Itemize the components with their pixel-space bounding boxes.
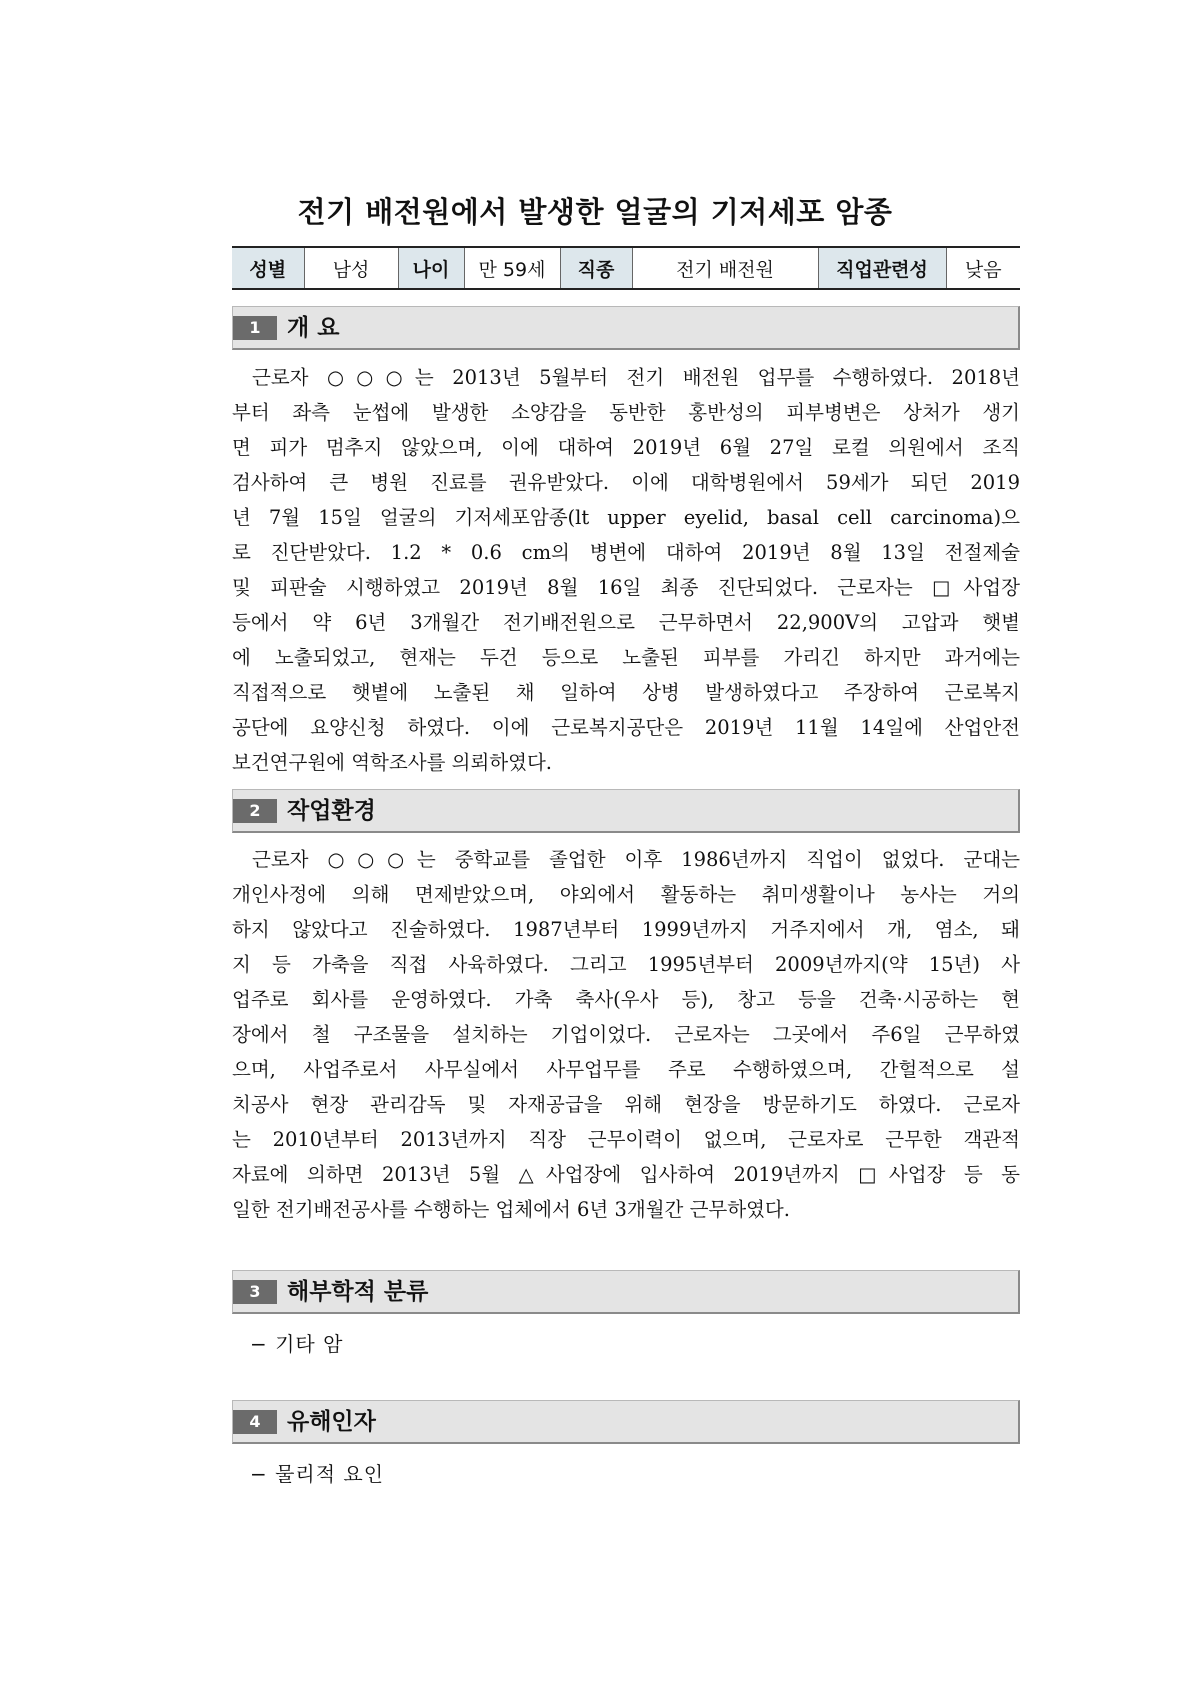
text-line: 검사하여 큰 병원 진료를 권유받았다. 이에 대학병원에서 59세가 되던 2019 [232, 471, 1020, 494]
section-number: 3 [233, 1280, 277, 1304]
section-number: 2 [233, 799, 277, 823]
text-line: 공단에 요양신청 하였다. 이에 근로복지공단은 2019년 11월 14일에 산업안전 [232, 716, 1020, 739]
text-line: 등에서 약 6년 3개월간 전기배전원으로 근무하면서 22,900V의 고압과 햇볕 [232, 611, 1020, 634]
job-value: 전기 배전원 [632, 247, 818, 289]
text-line: 으며, 사업주로서 사무실에서 사무업무를 주로 수행하였으며, 간헐적으로 설 [232, 1058, 1020, 1081]
section-header-overview [232, 306, 1020, 350]
page-title: 전기 배전원에서 발생한 얼굴의 기저세포 암종 [297, 195, 893, 229]
text-line: 부터 좌측 눈썹에 발생한 소양감을 동반한 홍반성의 피부병변은 상처가 생기 [232, 401, 1020, 424]
text-line: 근로자 ○○○는 2013년 5월부터 전기 배전원 업무를 수행하였다. 2018년 [252, 366, 1020, 389]
overview-paragraph [232, 360, 1020, 780]
section-title: 작업환경 [287, 798, 376, 824]
text-line: 에 노출되었고, 현재는 두건 등으로 노출된 피부를 가리긴 하지만 과거에는 [232, 646, 1020, 669]
section-number: 1 [233, 316, 277, 340]
age-label: 나이 [398, 247, 464, 289]
section-header-anatomical-classification [232, 1270, 1020, 1314]
anatomical-classification-item: − 기타 암 [250, 1332, 344, 1356]
text-line: 보건연구원에 역학조사를 의뢰하였다. [232, 751, 552, 774]
text-line: 치공사 현장 관리감독 및 자재공급을 위해 현장을 방문하기도 하였다. 근로자 [232, 1093, 1020, 1116]
text-line: 자료에 의하면 2013년 5월 △사업장에 입사하여 2019년까지 □사업장 등 동 [232, 1163, 1020, 1186]
text-line: 개인사정에 의해 면제받았으며, 야외에서 활동하는 취미생활이나 농사는 거의 [232, 883, 1020, 906]
relevance-value: 낮음 [946, 247, 1020, 289]
section-title: 해부학적 분류 [287, 1279, 429, 1305]
text-line: 일한 전기배전공사를 수행하는 업체에서 6년 3개월간 근무하였다. [232, 1198, 790, 1221]
text-line: 직접적으로 햇볕에 노출된 채 일하여 상병 발생하였다고 주장하여 근로복지 [232, 681, 1020, 704]
text-line: 및 피판술 시행하였고 2019년 8월 16일 최종 진단되었다. 근로자는 □사업장 [232, 576, 1020, 599]
text-line: 년 7월 15일 얼굴의 기저세포암종(lt upper eyelid, basal cell carcinoma)으 [232, 506, 1020, 529]
text-line: 로 진단받았다. 1.2 * 0.6 cm의 병변에 대하여 2019년 8월 13일 전절제술 [232, 541, 1020, 564]
gender-label: 성별 [232, 247, 304, 289]
relevance-label: 직업관련성 [818, 247, 946, 289]
section-number: 4 [233, 1410, 277, 1434]
info-table [232, 246, 1020, 290]
text-line: 업주로 회사를 운영하였다. 가축 축사(우사 등), 창고 등을 건축·시공하는 현 [232, 988, 1020, 1011]
age-value: 만 59세 [464, 247, 560, 289]
section-title: 개 요 [287, 315, 340, 341]
section-header-work-environment [232, 789, 1020, 833]
text-line: 면 피가 멈추지 않았으며, 이에 대하여 2019년 6월 27일 로컬 의원에서 조직 [232, 436, 1020, 459]
text-line: 는 2010년부터 2013년까지 직장 근무이력이 없으며, 근로자로 근무한 객관적 [232, 1128, 1020, 1151]
text-line: 지 등 가축을 직접 사육하였다. 그리고 1995년부터 2009년까지(약 15년) 사 [232, 953, 1020, 976]
section-title: 유해인자 [287, 1409, 376, 1435]
work-environment-paragraph [232, 842, 1020, 1227]
job-label: 직종 [560, 247, 632, 289]
text-line: 근로자 ○○○는 중학교를 졸업한 이후 1986년까지 직업이 없었다. 군대는 [252, 848, 1020, 871]
text-line: 장에서 철 구조물을 설치하는 기업이었다. 근로자는 그곳에서 주6일 근무하였 [232, 1023, 1020, 1046]
section-header-hazard-factor [232, 1400, 1020, 1444]
gender-value: 남성 [304, 247, 398, 289]
text-line: 하지 않았다고 진술하였다. 1987년부터 1999년까지 거주지에서 개, 염소, 돼 [232, 918, 1020, 941]
hazard-factor-item: − 물리적 요인 [250, 1462, 385, 1486]
